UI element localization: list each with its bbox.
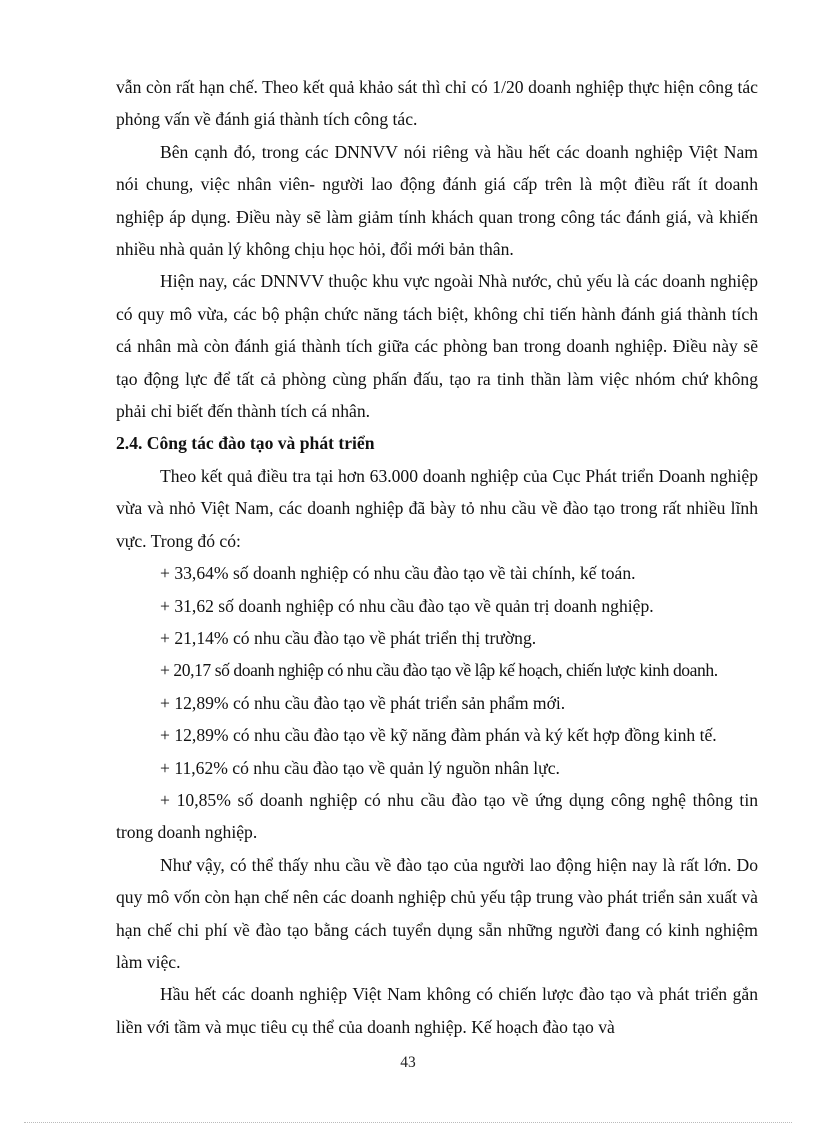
list-item: + 12,89% có nhu cầu đào tạo về kỹ năng đàm phán và ký kết hợp đồng kinh tế. [160,725,717,746]
list-item: + 33,64% số doanh nghiệp có nhu cầu đào tạo về tài chính, kế toán. [160,563,636,584]
paragraph: Hầu hết các doanh nghiệp Việt Nam không có chiến lược đào tạo và phát triển gắn liền với tầm và mục tiêu cụ thể của doanh nghiệp. Kế hoạch đào tạo và [116,984,758,1037]
list-item-wrapped: + 10,85% số doanh nghiệp có nhu cầu đào tạo về ứng dụng công nghệ thông tin trong doanh nghiệp. [116,789,758,843]
list-item: + 11,62% có nhu cầu đào tạo về quản lý nguồn nhân lực. [160,757,560,778]
list-item: + 12,89% có nhu cầu đào tạo về phát triển sản phẩm mới. [160,692,566,713]
paragraph-intro: Theo kết quả điều tra tại hơn 63.000 doanh nghiệp của Cục Phát triển Doanh nghiệp vừa và nhỏ Việt Nam, các doanh nghiệp đã bày tỏ nhu cầu về đào tạo trong rất nhiều lĩnh vực. Trong đó có: [116,465,758,551]
paragraph: Bên cạnh đó, trong các DNNVV nói riêng và hầu hết các doanh nghiệp Việt Nam nói chung, việc nhân viên- người lao động đánh giá cấp trên là một điều rất ít doanh nghiệp áp dụng. Điều này sẽ làm giảm tính khách quan trong công tác đánh giá, và khiến nhiều nhà quản lý không chịu học hỏi, đổi mới bản thân. [116,141,758,260]
paragraph: Như vậy, có thể thấy nhu cầu về đào tạo của người lao động hiện nay là rất lớn. Do quy mô vốn còn hạn chế nên các doanh nghiệp chủ yếu tập trung vào phát triển sản xuất và hạn chế chi phí về đào tạo bằng cách tuyển dụng sẵn những người đang có kinh nghiệm làm việc. [116,854,758,972]
page-body [116,71,758,1043]
list-item: + 31,62 số doanh nghiệp có nhu cầu đào tạo về quản trị doanh nghiệp. [160,595,654,616]
section-heading: 2.4. Công tác đào tạo và phát triển [116,433,375,454]
list-item: + 20,17 số doanh nghiệp có nhu cầu đào tạo về lập kế hoạch, chiến lược kinh doanh. [160,660,718,681]
paragraph-continuation: vẫn còn rất hạn chế. Theo kết quả khảo sát thì chỉ có 1/20 doanh nghiệp thực hiện công tác phỏng vấn về đánh giá thành tích công tác. [116,77,758,130]
list-item: + 21,14% có nhu cầu đào tạo về phát triển thị trường. [160,627,537,648]
page-number: 43 [400,1054,416,1071]
paragraph: Hiện nay, các DNNVV thuộc khu vực ngoài Nhà nước, chủ yếu là các doanh nghiệp có quy mô vừa, các bộ phận chức năng tách biệt, không chỉ tiến hành đánh giá thành tích cá nhân mà còn đánh giá thành tích giữa các phòng ban trong doanh nghiệp. Điều này sẽ tạo động lực để tất cả phòng cùng phấn đấu, tạo ra tinh thần làm việc nhóm chứ không phải chỉ biết đến thành tích cá nhân. [116,271,758,422]
